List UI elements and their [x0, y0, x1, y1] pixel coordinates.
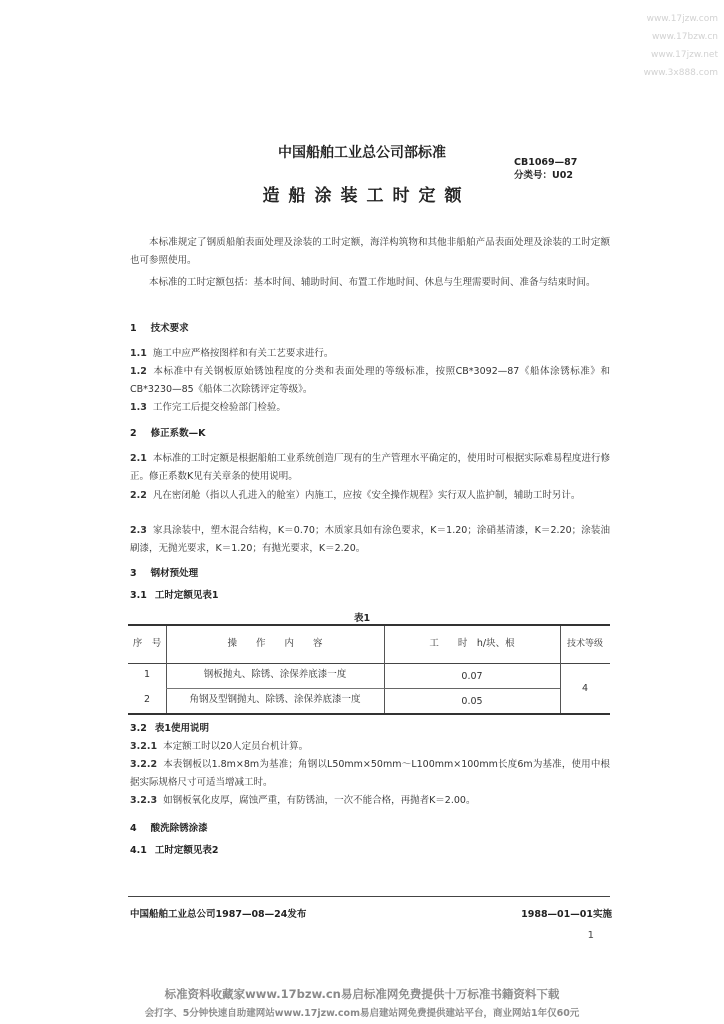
- clause: [130, 363, 610, 399]
- table-header-rule: [128, 663, 610, 664]
- clause-number: 1.3: [130, 402, 147, 413]
- subsection-number: 4.1: [130, 845, 147, 856]
- clause-text: 本标准中有关钢板原始锈蚀程度的分类和表面处理的等级标准，按照CB*3092—87《船体涂锈标准》和CB*3230—85《船体二次除锈评定等级》。: [130, 366, 610, 395]
- table-row-divider: [384, 688, 560, 689]
- table-bottom-rule: [128, 713, 610, 715]
- table-header-cell: 序 号: [132, 638, 162, 649]
- table-header-cell: 工 时 h/块、根: [429, 638, 515, 649]
- section-number: 3: [130, 568, 137, 579]
- section-heading: [130, 427, 206, 441]
- standard-number: CB1069—87: [514, 157, 578, 168]
- table-header-cell: 操 作 内 容: [227, 638, 323, 649]
- clause-number: 1.2: [130, 366, 147, 377]
- clause-number: 2.3: [130, 525, 147, 536]
- section-number: 4: [130, 823, 137, 834]
- subsection-title: 工时定额见表1: [154, 590, 219, 601]
- clause-text: 本表钢板以1.8m×8m为基准；角钢以L50mm×50mm～L100mm×100mm长度6m为基准，使用中根据实际规格尺寸可适当增减工时。: [130, 759, 610, 788]
- clause-text: 本定额工时以20人定员台机计算。: [163, 741, 309, 752]
- classification-number: 分类号：U02: [514, 170, 573, 181]
- clause: [130, 450, 610, 486]
- watermark-line: www.17jzw.net: [651, 50, 718, 60]
- clause-number: 2.1: [130, 453, 147, 464]
- clause-text: 施工中应严格按图样和有关工艺要求进行。: [152, 348, 334, 359]
- page-number: 1: [587, 930, 594, 941]
- clause: [130, 756, 610, 792]
- watermark-line: www.3x888.com: [643, 68, 718, 78]
- table-cell-hours: 0.07: [461, 671, 483, 682]
- clause-number: 3.2.2: [130, 759, 158, 770]
- site-banner-line: 标准资料收藏家www.17bzw.cn易启标准网免费提供十万标准书籍资料下载: [164, 987, 560, 1001]
- publication-notice: 中国船舶工业总公司1987—08—24发布: [130, 909, 307, 920]
- clause: [130, 487, 610, 505]
- clause-text: 工作完工后提交检验部门检验。: [152, 402, 286, 413]
- clause-number: 2.2: [130, 490, 147, 501]
- clause-text: 家具涂装中，塑木混合结构，K＝0.70；木质家具如有涂色要求，K＝1.20；涂硝基清漆，K＝2.20；涂装油刷漆，无抛光要求，K＝1.20；有抛光要求，K＝2.20。: [130, 525, 610, 554]
- section-title: 修正系数—K: [150, 428, 206, 439]
- subsection-title: 工时定额见表2: [154, 845, 219, 856]
- intro-paragraph: 本标准规定了钢质船舶表面处理及涂装的工时定额，海洋构筑物和其他非船舶产品表面处理及涂装的工时定额也可参照使用。: [130, 237, 610, 266]
- subsection-heading: [130, 844, 218, 858]
- subsection-number: 3.2: [130, 723, 147, 734]
- table-cell-grade: 4: [581, 683, 589, 694]
- section-title: 技术要求: [150, 323, 189, 334]
- subsection-title: 表1使用说明: [154, 723, 209, 734]
- section-heading: [130, 322, 189, 336]
- section-heading: [130, 567, 198, 581]
- clause-text: 本标准的工时定额是根据船舶工业系统创造厂现有的生产管理水平确定的，使用时可根据实际难易程度进行修正。修正系数K见有关章条的使用说明。: [130, 453, 610, 482]
- footer-rule: [128, 896, 610, 897]
- table-cell-hours: 0.05: [461, 696, 483, 707]
- section-heading: [130, 822, 208, 836]
- subsection-heading: [130, 589, 218, 603]
- table-cell-content: 钢板抛丸、除锈、涂保养底漆一度: [203, 669, 347, 680]
- clause: [130, 792, 610, 810]
- standard-number-block: [514, 156, 577, 182]
- effective-date: 1988—01—01实施: [521, 909, 612, 920]
- watermark-line: www.17jzw.com: [646, 14, 718, 24]
- issuing-organization: 中国船舶工业总公司部标准: [278, 145, 446, 161]
- table-cell-number: 2: [143, 694, 151, 705]
- section-title: 钢材预处理: [150, 568, 199, 579]
- watermark-line: www.17bzw.cn: [651, 32, 718, 42]
- table-cell-number: 1: [143, 669, 151, 680]
- table-row-divider: [166, 688, 384, 689]
- table-header-cell: 技术等级: [566, 639, 603, 649]
- clause-number: 3.2.3: [130, 795, 158, 806]
- clause: [130, 522, 610, 558]
- section-title: 酸洗除锈涂漆: [150, 823, 208, 834]
- document-title: 造船涂装工时定额: [262, 186, 471, 206]
- clause: [130, 738, 610, 756]
- subsection-number: 3.1: [130, 590, 147, 601]
- clause-number: 1.1: [130, 348, 147, 359]
- table-caption: 表1: [353, 613, 371, 624]
- clause: [130, 345, 610, 363]
- subsection-heading: [130, 722, 209, 736]
- table-cell-content: 角钢及型钢抛丸、除锈、涂保养底漆一度: [189, 694, 361, 705]
- site-banner-line: 会打字、5分钟快速自助建网站www.17jzw.com易启建站网免费提供建站平台，商业网站1年仅60元: [144, 1008, 580, 1019]
- clause: [130, 399, 610, 417]
- section-number: 1: [130, 323, 137, 334]
- clause-text: 凡在密闭舱（指以人孔进入的舱室）内施工，应按《安全操作规程》实行双人监护制，辅助工时另计。: [152, 490, 581, 501]
- clause-number: 3.2.1: [130, 741, 158, 752]
- clause-text: 如钢板氧化皮厚，腐蚀严重，有防锈油，一次不能合格，再抛者K＝2.00。: [163, 795, 476, 806]
- intro-paragraph: 本标准的工时定额包括：基本时间、辅助时间、布置工作地时间、休息与生理需要时间、准备与结束时间。: [149, 277, 596, 288]
- table-top-rule: [128, 624, 610, 626]
- section-number: 2: [130, 428, 137, 439]
